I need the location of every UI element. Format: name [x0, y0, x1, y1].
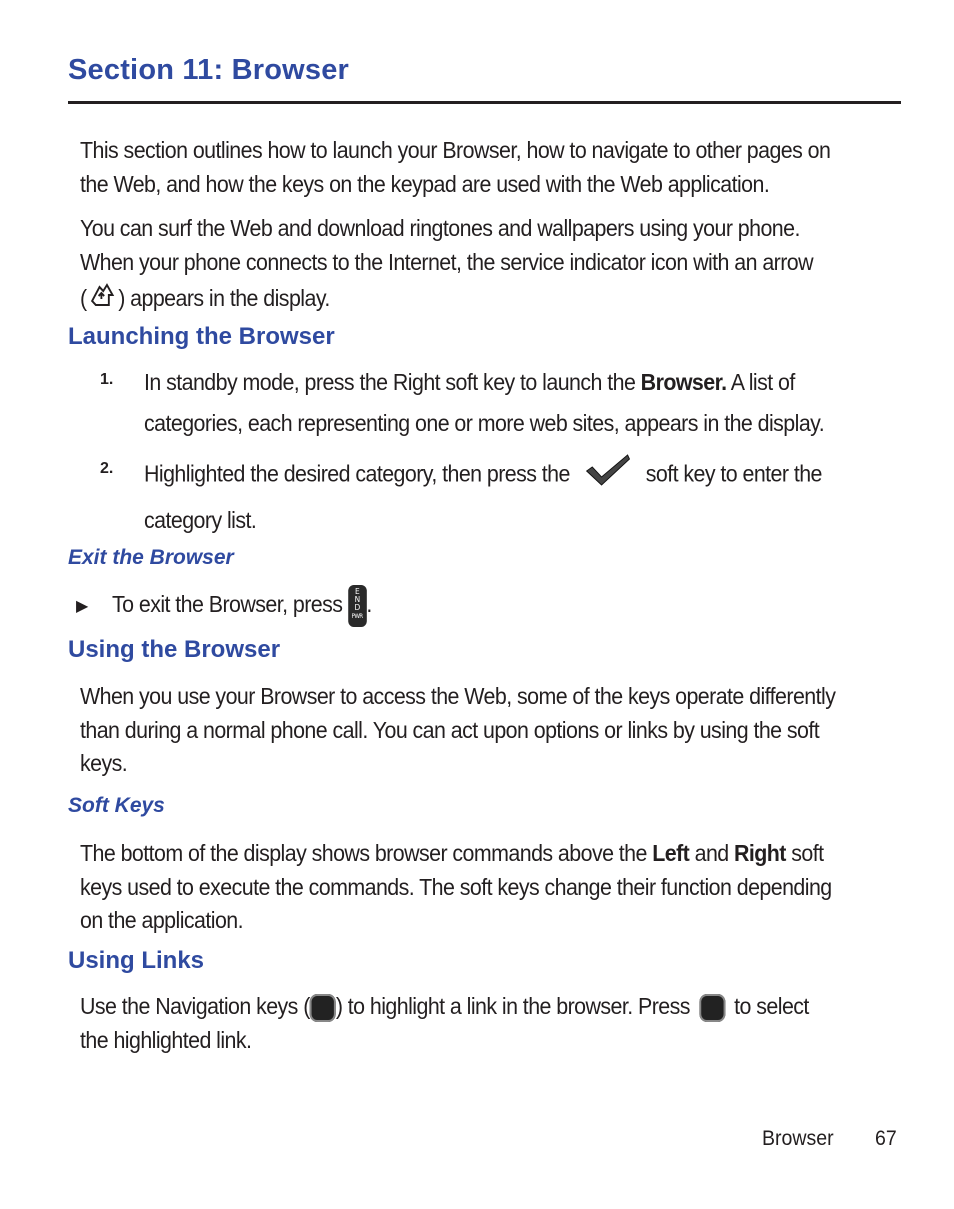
intro-p2-line3: ( ) appears in the display.: [80, 279, 813, 321]
step-2-line2: category list.: [144, 507, 257, 533]
heading-using-browser: Using the Browser: [68, 636, 281, 663]
soft-keys-line2: keys used to execute the commands. The soft keys change their function depending: [80, 873, 832, 900]
navigation-key-icon: [310, 994, 336, 1022]
step-1-line1: In standby mode, press the Right soft key to launch the Browser. A list of: [144, 369, 795, 395]
service-indicator-icon: [87, 279, 119, 321]
intro-paragraph-2: [80, 212, 813, 321]
step-2-text: [144, 451, 822, 541]
using-browser-line1: When you use your Browser to access the Web, some of the keys operate differently: [80, 683, 836, 709]
end-power-key-icon: E N D PWR: [348, 585, 367, 627]
heading-using-links: Using Links: [68, 947, 205, 974]
ok-key-icon: [699, 994, 725, 1022]
browser-term: Browser.: [640, 369, 727, 395]
using-browser-line2: than during a normal phone call. You can act upon options or links by using the soft: [80, 716, 820, 743]
intro-p2-line2: When your phone connects to the Internet, the service indicator icon with an arrow: [80, 248, 814, 275]
step-1-text: [144, 362, 824, 444]
intro-p2-line1: You can surf the Web and download ringtones and wallpapers using your phone.: [80, 215, 800, 241]
step-1-line2: categories, each representing one or more web sites, appears in the display.: [144, 410, 825, 436]
soft-keys-paragraph: [80, 837, 832, 938]
bullet-arrow: ▶: [76, 598, 89, 615]
intro-p1-line2: the Web, and how the keys on the keypad are used with the Web application.: [80, 170, 770, 197]
heading-exit-browser: Exit the Browser: [68, 546, 234, 569]
exit-instruction: To exit the Browser, press E N D PWR .: [112, 585, 372, 627]
heading-launching-browser: Launching the Browser: [68, 323, 335, 350]
soft-keys-line3: on the application.: [80, 907, 244, 933]
footer-section-label: Browser: [762, 1127, 834, 1150]
using-browser-line3: keys.: [80, 750, 128, 776]
title-divider: [68, 101, 901, 104]
heading-soft-keys: Soft Keys: [68, 794, 165, 817]
using-links-paragraph: [80, 990, 809, 1057]
using-links-line2: the highlighted link.: [80, 1026, 252, 1053]
checkmark-soft-key-icon: [583, 451, 633, 500]
intro-paragraph-1: [80, 134, 830, 201]
intro-p1-line1: This section outlines how to launch your Browser, how to navigate to other pages on: [80, 137, 831, 163]
using-links-line1: Use the Navigation keys ( ) to highlight a link in the browser. Press to select: [80, 990, 809, 1024]
step-2-line1: Highlighted the desired category, then press the soft key to enter the: [144, 451, 822, 500]
step-2-number: 2.: [100, 460, 114, 477]
section-title: Section 11: Browser: [68, 54, 350, 86]
step-1-number: 1.: [100, 371, 114, 388]
soft-keys-line1: The bottom of the display shows browser commands above the Left and Right soft: [80, 840, 824, 866]
using-browser-paragraph: [80, 680, 835, 781]
page-number: 67: [875, 1127, 897, 1150]
